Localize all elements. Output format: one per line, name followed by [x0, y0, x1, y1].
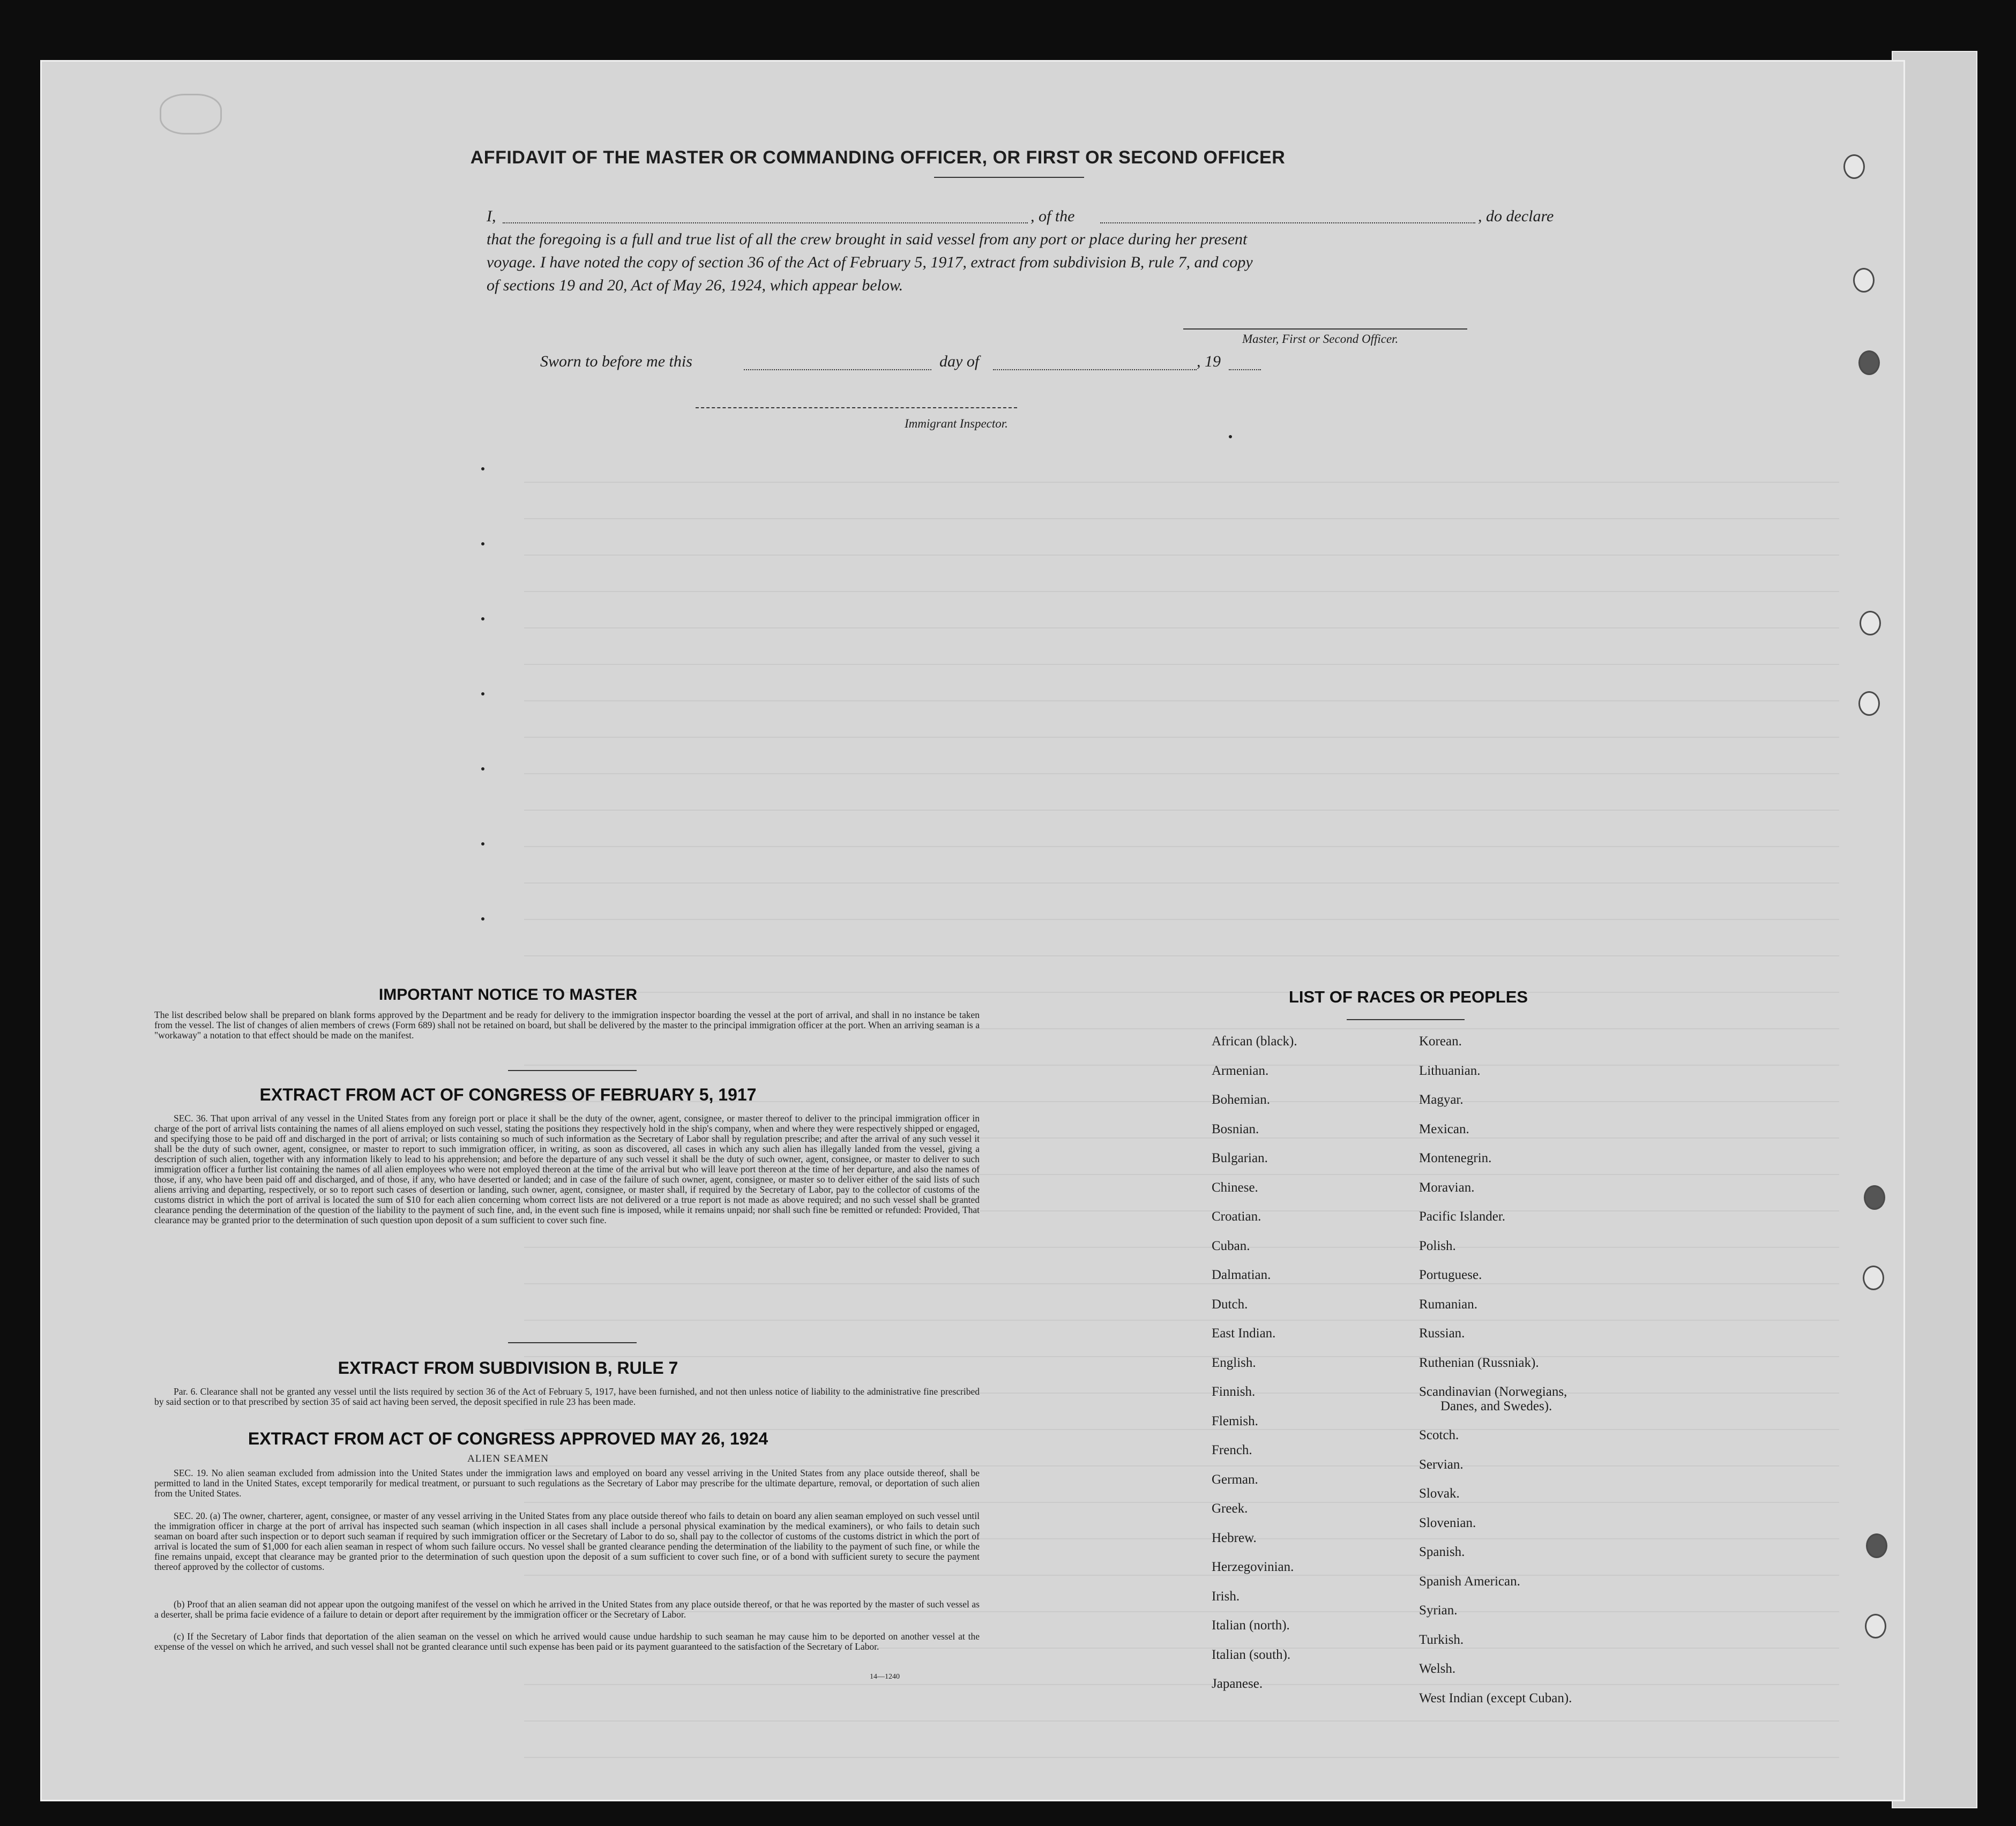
race-item: Rumanian. — [1419, 1297, 1478, 1312]
sworn-day-of: day of — [939, 353, 980, 370]
manifest-page — [40, 60, 1905, 1801]
bleed-row — [524, 968, 1839, 993]
race-item: Hebrew. — [1212, 1530, 1257, 1545]
binder-hole — [1866, 1533, 1887, 1558]
race-item: Spanish. — [1419, 1545, 1465, 1559]
race-item: Moravian. — [1419, 1180, 1475, 1195]
sworn-month-blank[interactable] — [993, 369, 1197, 370]
bleed-row — [524, 895, 1839, 920]
bleed-row — [524, 786, 1839, 811]
race-item: Dutch. — [1212, 1297, 1248, 1312]
affidavit-line-2: that the foregoing is a full and true list of all the crew brought in said vessel from any port or place during her present — [487, 230, 1248, 248]
sworn-year: , 19 — [1197, 353, 1221, 370]
sworn-year-blank[interactable] — [1229, 369, 1261, 370]
extract-1917-divider — [508, 1342, 637, 1343]
bleed-row — [524, 1405, 1839, 1430]
margin-mark — [481, 467, 484, 470]
race-item: Polish. — [1419, 1238, 1456, 1253]
race-item: Pacific Islander. — [1419, 1209, 1506, 1224]
bleed-row — [524, 713, 1839, 738]
affidavit-i: I, — [487, 207, 496, 225]
bleed-row — [524, 859, 1839, 884]
race-item: Bulgarian. — [1212, 1151, 1268, 1165]
bleed-row — [524, 750, 1839, 774]
race-item: Ruthenian (Russniak). — [1419, 1355, 1539, 1370]
race-item: African (black). — [1212, 1034, 1297, 1049]
race-item: Bosnian. — [1212, 1121, 1259, 1136]
binder-hole — [1858, 350, 1880, 375]
extract-1917-title: EXTRACT FROM ACT OF CONGRESS OF FEBRUARY 5, 1917 — [259, 1085, 757, 1104]
race-item: Herzegovinian. — [1212, 1560, 1294, 1574]
margin-mark — [481, 767, 484, 770]
binder-hole — [1865, 1614, 1886, 1638]
race-item: Japanese. — [1212, 1677, 1263, 1691]
rule7-title: EXTRACT FROM SUBDIVISION B, RULE 7 — [338, 1358, 678, 1378]
margin-mark — [1229, 435, 1232, 438]
bleed-row — [524, 822, 1839, 847]
bleed-row — [524, 1223, 1839, 1248]
affidavit-title: AFFIDAVIT OF THE MASTER OR COMMANDING OFFICER, OR FIRST OR SECOND OFFICER — [470, 147, 1286, 168]
bleed-row — [524, 1296, 1839, 1321]
race-item: Portuguese. — [1419, 1268, 1482, 1282]
bleed-row — [524, 1041, 1839, 1066]
race-item: Greek. — [1212, 1501, 1248, 1516]
margin-mark — [481, 842, 484, 845]
bleed-row — [524, 1333, 1839, 1357]
bleed-row — [524, 495, 1839, 519]
race-item: Russian. — [1419, 1326, 1465, 1341]
race-item: Slovak. — [1419, 1486, 1460, 1501]
bleed-row — [524, 1733, 1839, 1758]
notice-text: The list described below shall be prepared on blank forms approved by the Department and be ready for delivery to the immigration inspector boarding the vessel at the port of arrival, and shall in no instance be taken from the vessel. The list of changes of alien members of crews (Form 689) shall not be retained on board, but shall be delivered by the master to the principal immigration officer at the port. When an arriving seaman is a "workaway" a notation to that effect should be made on the manifest. — [154, 1009, 980, 1041]
races-divider — [1347, 1019, 1465, 1020]
race-item: Finnish. — [1212, 1385, 1256, 1399]
bleed-row — [524, 640, 1839, 665]
bleed-row — [524, 677, 1839, 701]
rule7-text: Par. 6. Clearance shall not be granted any vessel until the lists required by section 36 of the Act of February 5, 1917, have been furnished, and not then unless notice of liability to the administrative fine prescribed by said section or to that prescribed by section 35 of said act having been served, the deposit specified in rule 23 has been made. — [154, 1386, 980, 1407]
bleed-row — [524, 1260, 1839, 1284]
race-item: Scotch. — [1419, 1428, 1459, 1442]
races-title: LIST OF RACES OR PEOPLES — [1288, 987, 1528, 1006]
race-item: Montenegrin. — [1419, 1151, 1492, 1165]
race-item: German. — [1212, 1472, 1258, 1487]
bleed-row — [524, 932, 1839, 956]
binder-hole — [1843, 154, 1865, 179]
race-item: Turkish. — [1419, 1632, 1464, 1647]
extract-1924-title: EXTRACT FROM ACT OF CONGRESS APPROVED MAY 26, 1924 — [248, 1429, 768, 1448]
name-blank[interactable] — [503, 222, 1028, 223]
race-item: Korean. — [1419, 1034, 1462, 1049]
margin-mark — [481, 917, 484, 921]
race-item: Spanish American. — [1419, 1574, 1520, 1589]
race-item: Flemish. — [1212, 1413, 1258, 1428]
race-item: Scandinavian (Norwegians, — [1419, 1385, 1567, 1399]
race-item: Slovenian. — [1419, 1515, 1476, 1530]
affidavit-line-4: of sections 19 and 20, Act of May 26, 1924, which appear below. — [487, 276, 904, 294]
form-number: 14—1240 — [870, 1673, 900, 1681]
sec20c-text: (c) If the Secretary of Labor finds that deportation of the alien seaman on the vessel on which he arrived would cause undue hardship to such seaman he may cause him to be deported on another vessel at the expense of the vessel on which he arrived, and such vessel shall not be granted clearance until such expense has been paid or its payment guaranteed to the satisfaction of the Secretary of Labor. — [154, 1631, 980, 1652]
title-divider — [934, 177, 1084, 178]
bleed-row — [524, 1697, 1839, 1722]
race-item: French. — [1212, 1443, 1252, 1457]
inspector-signature-line[interactable] — [696, 407, 1017, 408]
margin-mark — [481, 692, 484, 695]
affidavit-line-3: voyage. I have noted the copy of section 36 of the Act of February 5, 1917, extract from subdivision B, rule 7, and copy — [487, 253, 1253, 271]
master-caption: Master, First or Second Officer. — [1242, 332, 1399, 346]
vessel-blank[interactable] — [1100, 222, 1475, 223]
sec20a-text: SEC. 20. (a) The owner, charterer, agent, consignee, or master of any vessel arriving in the United States from any place outside thereof who fails to detain on board any alien seaman employed on such vessel until the immigration officer in charge at the port of arrival has inspected such seaman (which inspection in all cases shall include a personal physical examination by the medical examiners), or who fails to detain such seaman on board after such inspection or to deport such seaman if required by such immigration officer or the Secretary of Labor to do so, shall pay to the collector of customs of the customs district in which the port of arrival is located the sum of $1,000 for each alien seaman in respect of whom such failure occurs. No vessel shall be granted clearance pending the determination of the liability to the payment of such fine, or while the fine remains unpaid, except that clearance may be granted prior to the determination of such question upon the deposit of a sum sufficient to cover such fine, or of a bond with sufficient surety to secure the payment thereof approved by the collector of customs. — [154, 1510, 980, 1572]
race-item: Mexican. — [1419, 1121, 1469, 1136]
affidavit-of-the: , of the — [1031, 207, 1075, 225]
extract-1924-subtitle: ALIEN SEAMEN — [467, 1453, 549, 1464]
race-item: Armenian. — [1212, 1063, 1269, 1078]
sec20b-text: (b) Proof that an alien seaman did not appear upon the outgoing manifest of the vessel on which he arrived in the United States from any place outside thereof, or that he was reported by the master of such vessel as a deserter, shall be prima facie evidence of a failure to detain or deport after requirement by the immigration officer or the Secretary of Labor. — [154, 1599, 980, 1620]
race-item: Dalmatian. — [1212, 1268, 1271, 1282]
affidavit-declare: , do declare — [1478, 207, 1554, 225]
race-item: East Indian. — [1212, 1326, 1276, 1341]
bleed-row — [524, 458, 1839, 483]
margin-mark — [481, 542, 484, 545]
binder-hole — [1853, 268, 1875, 293]
race-item: Bohemian. — [1212, 1092, 1271, 1107]
race-item: Syrian. — [1419, 1603, 1458, 1618]
notice-divider — [508, 1070, 637, 1071]
bleed-row — [524, 567, 1839, 592]
race-item: Welsh. — [1419, 1662, 1456, 1676]
margin-mark — [481, 617, 484, 620]
binder-hole — [1860, 611, 1881, 635]
inspector-caption: Immigrant Inspector. — [905, 417, 1008, 430]
race-item: Magyar. — [1419, 1092, 1464, 1107]
race-item: Servian. — [1419, 1457, 1464, 1472]
bleed-row — [524, 531, 1839, 556]
race-item: Croatian. — [1212, 1209, 1261, 1224]
race-item: Italian (south). — [1212, 1647, 1291, 1662]
binder-hole — [1863, 1266, 1884, 1290]
binder-hole — [1864, 1185, 1885, 1210]
race-item: Chinese. — [1212, 1180, 1258, 1195]
master-signature-line[interactable] — [1183, 328, 1467, 330]
notice-title: IMPORTANT NOTICE TO MASTER — [378, 986, 638, 1004]
bleed-row — [524, 604, 1839, 628]
race-item: Italian (north). — [1212, 1618, 1290, 1633]
race-item: West Indian (except Cuban). — [1419, 1690, 1572, 1705]
sworn-day-blank[interactable] — [744, 369, 931, 370]
race-item: Irish. — [1212, 1589, 1240, 1604]
race-item: Lithuanian. — [1419, 1063, 1481, 1078]
binder-hole — [1858, 691, 1880, 716]
extract-1917-text: SEC. 36. That upon arrival of any vessel in the United States from any foreign port or place it shall be the duty of the owner, agent, consignee, or master thereof to deliver to the principal immigration officer in charge of the port of arrival lists containing the names of all aliens employed on such vessel, stating the positions they respectively hold in the ship's company, when and where they were respectively shipped or engaged, and specifying those to be paid off and discharged in the port of arrival; or lists containing so much of such information as the Secretary of Labor shall by regulation prescribe; and after the arrival of any such vessel it shall be the duty of such owner, agent, consignee, or master to report to such immigration officer, in writing, as soon as discovered, all cases in which any such alien has illegally landed from the vessel, giving a description of such alien, together with any information likely to lead to his apprehension; and before the departure of any such vessel it shall be the duty of such owner, agent, consignee, or master to deliver to such immigration officer a further list containing the names of all alien employees who were not employed thereon at the time of the arrival but who will leave port thereon at the time of her departure, and also the names of those, if any, who have been paid off and discharged, and of those, if any, who have deserted or landed; and in case of the failure of such owner, agent, consignee, or master so to deliver either of the said lists of such aliens arriving and departing, respectively, or so to report such cases of desertion or landing, such owner, agent, consignee, or master shall, if required by the Secretary of Labor, pay to the collector of customs of the customs district in which the port of arrival is located the sum of $10 for each alien concerning whom correct lists are not delivered or a true report is not made as above required; and no such vessel shall be granted clearance pending the determination of the question of the liability to the payment of such fine, and, in the event such fine is imposed, while it remains unpaid; nor shall such fine be remitted or refunded: Provided, That clearance may be granted prior to the determination of such question upon deposit of a sum sufficient to cover such fine. — [154, 1113, 980, 1225]
sworn-prefix: Sworn to before me this — [540, 353, 692, 370]
faint-stamp — [160, 94, 222, 134]
race-item: Danes, and Swedes). — [1440, 1398, 1552, 1413]
race-item: English. — [1212, 1355, 1256, 1370]
bleed-row — [524, 1660, 1839, 1685]
race-item: Cuban. — [1212, 1238, 1250, 1253]
sec19-text: SEC. 19. No alien seaman excluded from admission into the United States under the immigration laws and employed on board any vessel arriving in the United States from any place outside thereof, shall be permitted to land in the United States, except temporarily for medical treatment, or pursuant to such regulations as the Secretary of Labor may prescribe for the ultimate departure, removal, or deportation of such alien from the United States. — [154, 1468, 980, 1499]
